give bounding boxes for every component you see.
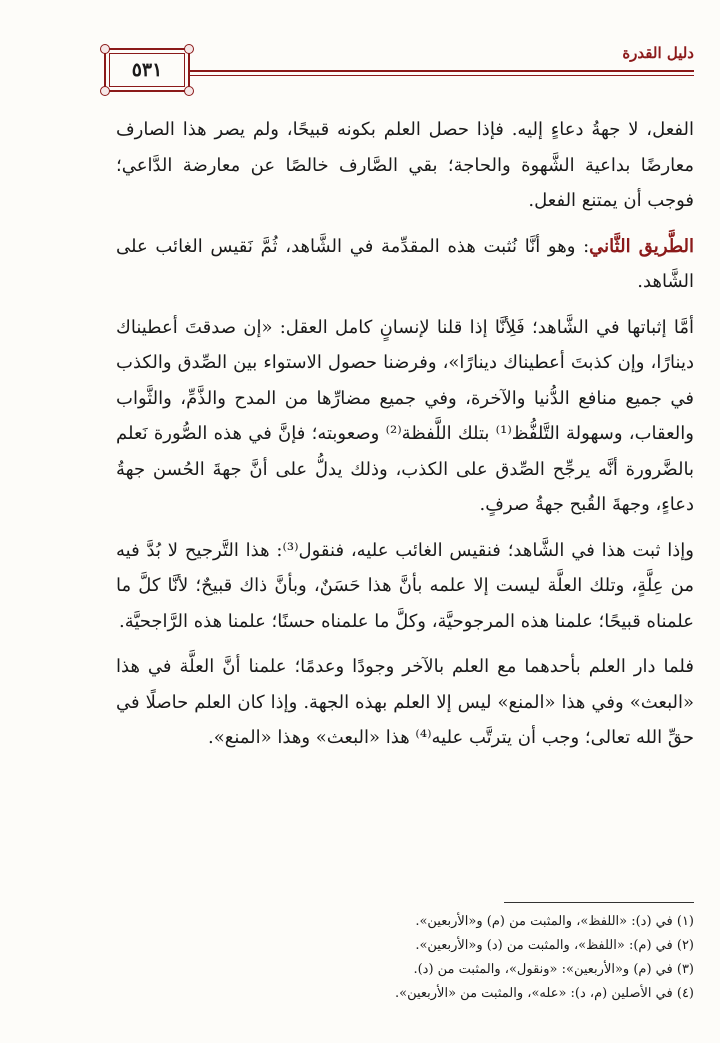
corner-ornament-icon <box>184 86 194 96</box>
running-title: دليل القدرة <box>622 44 694 62</box>
paragraph <box>116 649 694 756</box>
footnote-separator <box>504 902 694 903</box>
paragraph <box>116 533 694 640</box>
main-text <box>116 112 694 766</box>
paragraph-text: وإذا ثبت هذا في الشَّاهد؛ فنقيس الغائب عليه، فنقول⁽³⁾: هذا التَّرجيح لا بُدَّ فيه من عِلَّةٍ، وتلك العلَّة ليست إلا علمه بأنَّ هذا حَسَنٌ، وبأنَّ ذاك قبيحٌ؛ لأنَّا كلَّ ما علمناه قبيحًا؛ علمنا هذه المرجوحيَّة، وكلَّ ما علمناه حسنًا؛ علمنا هذه الرَّاجحيَّة. <box>116 539 694 632</box>
paragraph <box>116 310 694 523</box>
page-number-box <box>104 48 190 92</box>
page-number: ٥٣١ <box>131 59 163 81</box>
corner-ornament-icon <box>100 86 110 96</box>
paragraph-text: أمَّا إثباتها في الشَّاهد؛ فَلِأنَّا إذا قلنا لإنسانٍ كامل العقل: «إن صدقتَ أعطيناك دينارًا، وإن كذبتَ أعطيناك دينارًا»، وفرضنا حصول الاستواء بين الصِّدق والكذب في جميع منافع الدُّنيا والآخرة، وفي جميع مضارِّها من المدح والذَّمِّ، والثَّواب والعقاب، وسهولة التَّلفُّظ⁽¹⁾ بتلك اللَّفظة⁽²⁾ وصعوبته؛ فإنَّ في هذه الصُّورة نَعلم بالضَّرورة أنَّه يرجِّح الصِّدق على الكذب، وذلك يدلُّ على أنَّ جهةَ الحُسن جهةُ دعاءٍ، وجهةَ القُبح جهةُ صرفٍ. <box>116 316 694 515</box>
footnote: (٤) في الأصلين (م، د): «عله»، والمثبت من «الأربعين». <box>394 986 694 1001</box>
header-rule-thin <box>188 75 694 76</box>
paragraph <box>116 112 694 219</box>
paragraph-text: : وهو أنَّا نُثبت هذه المقدِّمة في الشَّاهد، ثُمَّ نَقيس الغائب على الشَّاهد. <box>116 235 694 292</box>
paragraph <box>116 229 694 300</box>
header-rule <box>188 70 694 72</box>
corner-ornament-icon <box>184 44 194 54</box>
footnotes <box>116 910 694 1006</box>
corner-ornament-icon <box>100 44 110 54</box>
footnote: (٣) في (م) و«الأربعين»: «ونقول»، والمثبت من (د). <box>413 962 694 977</box>
page-header <box>96 34 694 92</box>
paragraph-text: فلما دار العلم بأحدهما مع العلم بالآخر وجودًا وعدمًا؛ علمنا أنَّ العلَّة في هذا «البعث» وفي هذا «المنع» ليس إلا العلم بهذه الجهة. وإذا كان العلم حاصلًا في حقِّ الله تعالى؛ وجب أن يترتَّب عليه⁽⁴⁾ هذا «البعث» وهذا «المنع». <box>116 656 694 748</box>
footnote: (١) في (د): «اللفظ»، والمثبت من (م) و«الأربعين». <box>415 914 694 929</box>
section-lead: الطَّريق الثَّاني <box>589 235 695 257</box>
footnote: (٢) في (م): «اللفظ»، والمثبت من (د) و«الأربعين». <box>415 938 694 953</box>
paragraph-text: الفعل، لا جهةُ دعاءٍ إليه. فإذا حصل العلم بكونه قبيحًا، ولم يصر هذا الصارف معارضًا بداعية الشَّهوة والحاجة؛ بقي الصَّارف خالصًا عن معارضة الدَّاعي؛ فوجب أن يمتنع الفعل. <box>116 119 694 211</box>
